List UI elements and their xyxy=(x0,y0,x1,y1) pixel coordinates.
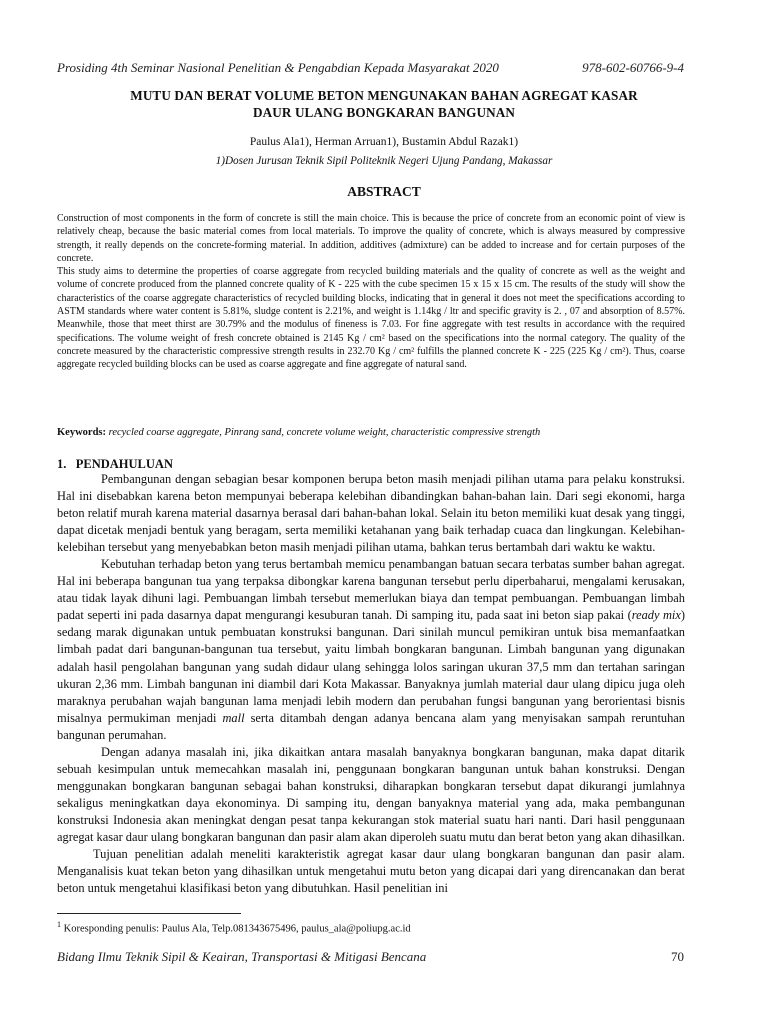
body-paragraph-4: Tujuan penelitian adalah meneliti karakteristik agregat kasar daur ulang bongkaran bangunan dan pasir alam. Menganalisis kuat tekan beton yang dihasilkan untuk mengetahui mutu beton yang dicapai dari yang direncanakan dan berat beton untuk mengetahui klasifikasi beton yang dibutuhkan. Hasil penelitian ini xyxy=(57,847,685,896)
body-paragraph-2-part-a: Kebutuhan terhadap beton yang terus bertambah memicu penambangan batuan secara terbatas sumber bahan agregat. Hal ini beberapa bangunan tua yang terpaksa dibongkar karena bangunan tersebut perlu diperbaharui, mengalami kerusakan, atau tidak layak dihuni lagi. Pembuangan limbah tersebut memerlukan biaya dan tempat pembuangan. Pembuangan limbah padat seperti ini pada dasarnya dapat mengurangi kesuburan tanah. Di samping itu, pada saat ini beton siap pakai ( xyxy=(57,557,685,623)
section-heading xyxy=(57,457,173,472)
keywords xyxy=(57,427,685,438)
footnote-rule xyxy=(57,913,241,914)
abstract xyxy=(57,212,685,372)
footer-field: Bidang Ilmu Teknik Sipil & Keairan, Transportasi & Mitigasi Bencana xyxy=(57,949,427,964)
running-header xyxy=(57,60,684,76)
author-list: Paulus Ala1), Herman Arruan1), Bustamin Abdul Razak1) xyxy=(249,136,519,148)
term-mall: mall xyxy=(222,710,245,725)
keywords-label: Keywords: xyxy=(57,427,106,438)
section-title: PENDAHULUAN xyxy=(75,457,173,471)
running-footer xyxy=(57,949,684,965)
page-number: 70 xyxy=(671,949,684,964)
footnote-text: Koresponding penulis: Paulus Ala, Telp.081343675496, paulus_ala@poliupg.ac.id xyxy=(63,923,411,935)
footnote xyxy=(57,920,411,935)
proceedings-title: Prosiding 4th Seminar Nasional Penelitian & Pengabdian Kepada Masyarakat 2020 xyxy=(57,60,499,75)
body-text xyxy=(57,471,685,897)
footnote-mark: 1 xyxy=(57,920,61,929)
abstract-paragraph-2: This study aims to determine the properties of coarse aggregate from recycled building materials and the quality of concrete as well as the weight and volume of concrete produced from the planned concrete quality of K - 225 with the cube specimen 15 x 15 x 15 cm. The results of the study will show the characteristics of the coarse aggregate characteristics of recycled building blocks, indicating that in general it does not meet the specifications according to ASTM standards where water content is 5.81%, sludge content is 2.21%, and weight is 1.14kg / ltr and specific gravity is 2. , 07 and absorption of 8.57%. Meanwhile, those that meet thirst are 30.79% and the modulus of fineness is 7.03. For fine aggregate with test results in accordance with the required specifications. The volume weight of fresh concrete obtained is 2145 Kg / cm² based on the specifications into the normal category. The quality of the concrete measured by the characteristic compressive strength results in 232.70 Kg / cm² fulfills the planned concrete K - 225 (225 Kg / cm²). Thus, coarse aggregate recycled building blocks can be used as coarse aggregate and fine aggregate of natural sand. xyxy=(57,266,685,371)
body-paragraph-3: Dengan adanya masalah ini, jika dikaitkan antara masalah banyaknya bongkaran bangunan, maka dapat ditarik sebuah kesimpulan untuk memecahkan masalah ini, penggunaan bongkaran bangunan untuk bahan konstruksi. Dengan menggunakan bongkaran bangunan sebagai bahan konstruksi, diharapkan bongkaran tersebut dapat dikurangi jumlahnya sekaligus meningkatkan daya ekonominya. Di samping itu, dengan banyaknya material yang ada, maka pembangunan konstruksi Indonesia akan meningkat dengan pesat tanpa kekurangan stok material suatu hari nanti. Dari hasil penggunaan agregat kasar daur ulang bongkaran bangunan dan pasir alam akan diperoleh suatu mutu dan berat beton yang akan dihasilkan. xyxy=(57,744,685,844)
body-paragraph-2-part-b: ) sedang marak digunakan untuk pembuatan konstruksi bangunan. Dari sinilah muncul pemikiran untuk bisa memanfaatkan limbah padat dari bangunan-bangunan tua tersebut, yaitu limbah bongkaran bangunan. Limbah bangunan yang digunakan adalah hasil pengolahan bangunan yang sudah didaur ulang sehingga lolos saringan ukuran 37,5 mm dan tertahan saringan ukuran 2,36 mm. Limbah bangunan ini diambil dari Kota Makassar. Banyaknya jumlah material daur ulang dipicu juga oleh maraknya perubahan wajah bangunan lama menjadi lebih modern dan perubahan fungsi bangunan yang berorientasi bisnis misalnya permukiman menjadi xyxy=(57,608,685,725)
paper-title-line-2: DAUR ULANG BONGKARAN BANGUNAN xyxy=(253,105,515,120)
body-paragraph-2-part-c: serta ditambah dengan adanya bencana alam yang menyisakan sampah reruntuhan bangunan perumahan. xyxy=(57,710,685,742)
section-number: 1. xyxy=(57,457,67,471)
abstract-paragraph-1: Construction of most components in the form of concrete is still the main choice. This is because the price of concrete from an economic point of view is relatively cheap, because the basic material comes from local materials. To improve the quality of concrete, which is always measured by compressive strength, it really depends on the concrete-forming material. In addition, additives (admixture) can be added to increase and for certain purposes of the concrete. xyxy=(57,213,685,264)
affiliation: 1)Dosen Jurusan Teknik Sipil Politeknik Negeri Ujung Pandang, Makassar xyxy=(215,155,553,167)
body-paragraph-2 xyxy=(57,556,685,744)
paper-title-line-1: MUTU DAN BERAT VOLUME BETON MENGUNAKAN BAHAN AGREGAT KASAR xyxy=(130,88,638,103)
abstract-heading: ABSTRACT xyxy=(347,184,421,199)
isbn: 978-602-60766-9-4 xyxy=(582,60,684,75)
keywords-text: recycled coarse aggregate, Pinrang sand, concrete volume weight, characteristic compressive strength xyxy=(108,427,541,438)
paper-title xyxy=(60,87,708,121)
term-ready-mix: ready mix xyxy=(631,608,681,623)
body-paragraph-1: Pembangunan dengan sebagian besar komponen berupa beton masih menjadi pilihan utama para pelaku konstruksi. Hal ini disebabkan karena beton mempunyai beberapa kelebihan dibandingkan bahan-bahan lain. Dari segi ekonomi, harga beton relatif murah karena material dasarnya berasal dari bahan-bahan lokal. Selain itu beton memiliki kuat desak yang tinggi, dapat dicetak menjadi bentuk yang beragam, serta memiliki ketahanan yang baik terhadap cuaca dan lingkungan. Kelebihan-kelebihan tersebut yang menyebabkan beton masih menjadi pilihan utama, bahkan terus bertambah dari waktu ke waktu. xyxy=(57,472,685,555)
